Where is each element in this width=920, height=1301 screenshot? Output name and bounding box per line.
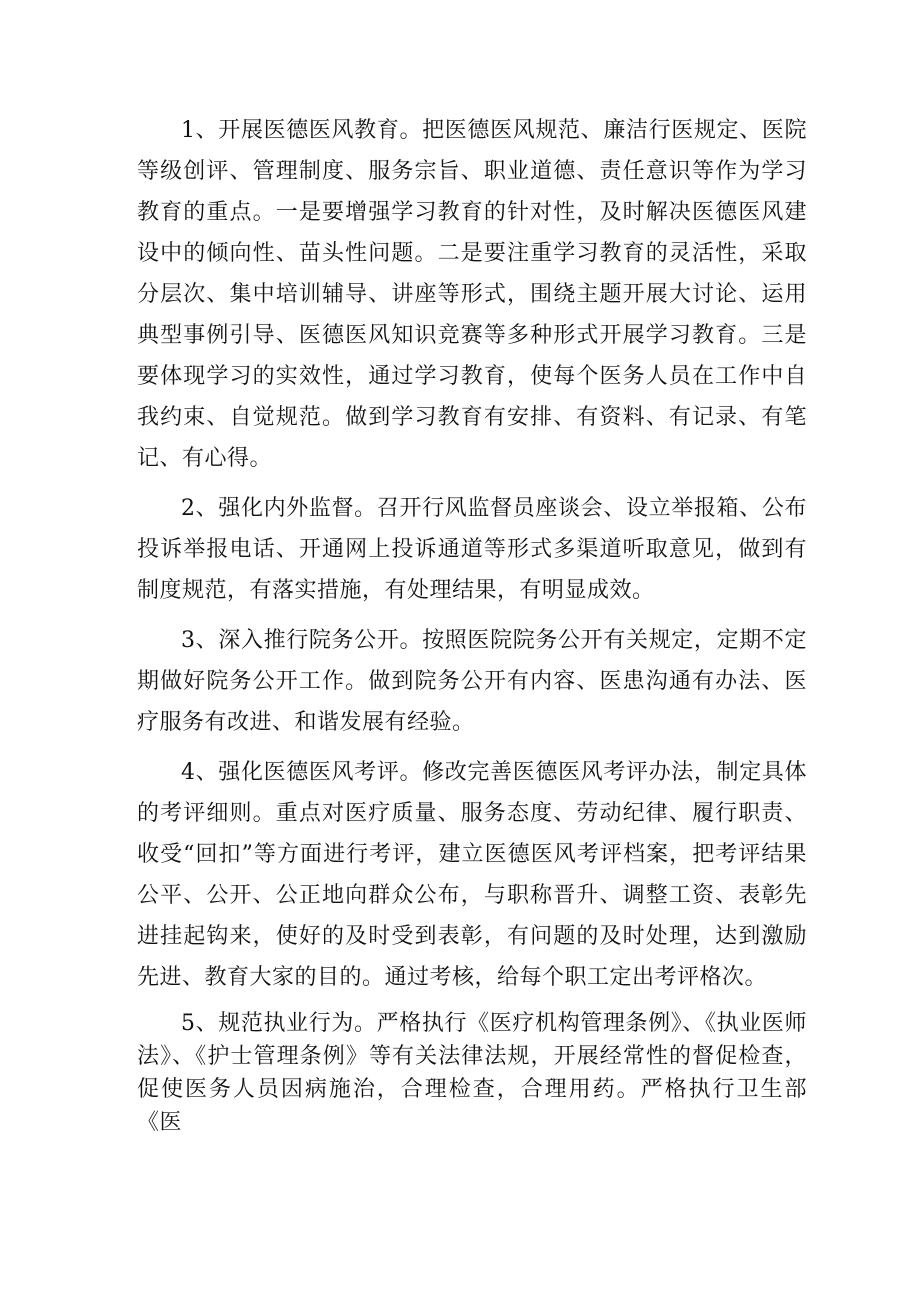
paragraph-3-hospital-affairs-disclosure: 3、深入推行院务公开。按照医院院务公开有关规定，定期不定期做好院务公开工作。做到院务公开有内容、医患沟通有办法、医疗服务有改进、和谐发展有经验。 xyxy=(137,628,807,735)
document-page xyxy=(137,110,807,1148)
paragraph-1-medical-ethics-education: 1、开展医德医风教育。把医德医风规范、廉洁行医规定、医院等级创评、管理制度、服务宗旨、职业道德、责任意识等作为学习教育的重点。一是要增强学习教育的针对性，及时解决医德医风建设中的倾向性、苗头性问题。二是要注重学习教育的灵活性，采取分层次、集中培训辅导、讲座等形式，围绕主题开展大讨论、运用典型事例引导、医德医风知识竞赛等多种形式开展学习教育。三是要体现学习的实效性，通过学习教育，使每个医务人员在工作中自我约束、自觉规范。做到学习教育有安排、有资料、有记录、有笔记、有心得。 xyxy=(137,118,807,471)
paragraph-4-ethics-evaluation: 4、强化医德医风考评。修改完善医德医风考评办法，制定具体的考评细则。重点对医疗质量、服务态度、劳动纪律、履行职责、收受“回扣”等方面进行考评，建立医德医风考评档案，把考评结果公平、公开、公正地向群众公布，与职称晋升、调整工资、表彰先进挂起钩来，使好的及时受到表彰，有问题的及时处理，达到激励先进、教育大家的目的。通过考核，给每个职工定出考评格次。 xyxy=(137,760,807,990)
paragraph-2-internal-external-supervision: 2、强化内外监督。召开行风监督员座谈会、设立举报箱、公布投诉举报电话、开通网上投诉通道等形式多渠道听取意见，做到有制度规范，有落实措施，有处理结果，有明显成效。 xyxy=(137,496,807,603)
paragraph-5-practice-regulation: 5、规范执业行为。严格执行《医疗机构管理条例》、《执业医师法》、《护士管理条例》等有关法律法规，开展经常性的督促检查，促使医务人员因病施治，合理检查，合理用药。严格执行卫生部《医 xyxy=(137,1011,807,1135)
